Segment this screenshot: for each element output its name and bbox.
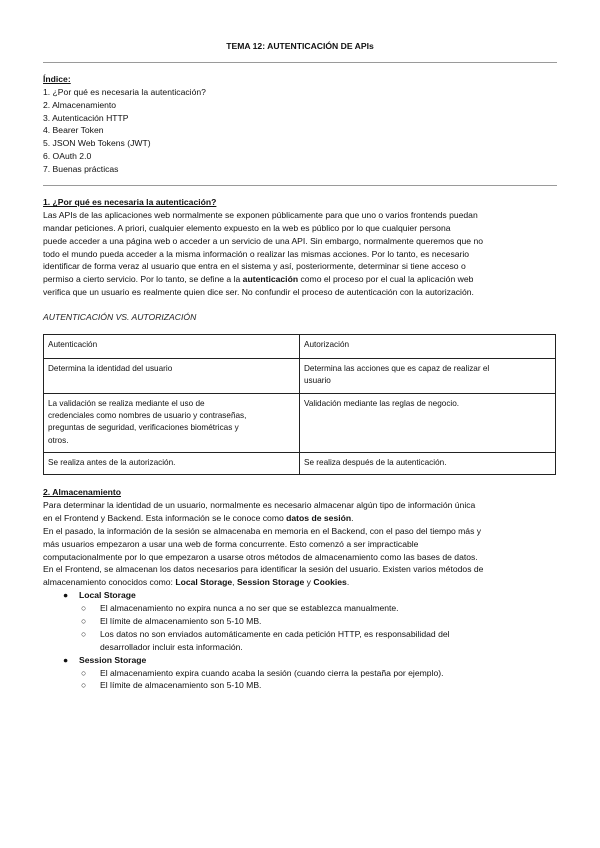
text-run: permiso a cierto servicio. Por lo tanto, se define a la (43, 274, 243, 285)
cell-line: preguntas de seguridad, verificaciones biométricas y (48, 423, 239, 433)
table-header-cell: Autorización (300, 335, 556, 359)
list-item-label: Session Storage (79, 654, 147, 665)
paragraph-line: todo el mundo pueda acceder a la misma información o realizar las mismas acciones. Por lo tanto, es necesario (43, 248, 470, 259)
circle-bullet-icon: ○ (81, 616, 87, 627)
paragraph-line: En el Frontend, se almacenan los datos necesarios para identificar la sesión del usuario. Existen varios métodos de (43, 564, 484, 575)
bullet-icon: ● (63, 590, 69, 601)
index-item: 3. Autenticación HTTP (43, 112, 129, 123)
list-item (63, 654, 557, 667)
list-item (81, 602, 557, 615)
index-divider (43, 185, 557, 186)
list-item (81, 667, 557, 680)
circle-bullet-icon: ○ (81, 680, 87, 691)
table-cell (44, 393, 300, 452)
cell-line: Se realiza después de la autenticación. (304, 457, 447, 467)
bold-term-datos-de-sesion: datos de sesión (286, 512, 352, 523)
table-row (44, 452, 556, 474)
cell-line: Validación mediante las reglas de negocio. (304, 398, 460, 408)
paragraph-line: mandar peticiones. A priori, cualquier elemento expuesto en la web es público por lo que cualquier persona (43, 222, 451, 233)
cell-line: credenciales como nombres de usuario y contraseñas, (48, 410, 247, 420)
text-run: . (351, 512, 354, 523)
table-cell (300, 359, 556, 394)
cell-line: Determina la identidad del usuario (48, 364, 173, 374)
comparison-table (43, 334, 556, 475)
list-item-line: Los datos no son enviados automáticamente en cada petición HTTP, es responsabilidad del (100, 628, 450, 639)
section-2-heading: 2. Almacenamiento (43, 487, 122, 498)
table-header-cell: Autenticación (44, 335, 300, 359)
section-1-paragraph (43, 209, 557, 299)
circle-bullet-icon: ○ (81, 667, 87, 678)
table-cell (300, 452, 556, 474)
paragraph-line: más usuarios empezaron a usar una web de forma concurrente. Esto comenzó a ser impracticable (43, 538, 419, 549)
list-item-line: El límite de almacenamiento son 5-10 MB. (100, 616, 262, 627)
paragraph-line: verifica que un usuario es realmente quien dice ser. No confundir el proceso de autenticación con la autorización. (43, 287, 474, 298)
index-heading: Índice: (43, 73, 71, 84)
paragraph-line: Las APIs de las aplicaciones web normalmente se exponen públicamente para que uno o varios frontends puedan (43, 209, 478, 220)
table-cell (44, 359, 300, 394)
paragraph-line: identificar de forma veraz al usuario que entra en el sistema y así, posteriormente, determinar si tiene acceso o (43, 261, 466, 272)
list-item-label: Local Storage (79, 590, 136, 601)
paragraph-line (43, 273, 557, 286)
text-run: y (304, 577, 314, 588)
table-cell (300, 393, 556, 452)
session-storage-details (43, 667, 557, 693)
document-content (43, 40, 557, 692)
paragraph-line (43, 512, 557, 525)
title-divider (43, 62, 557, 63)
bullet-icon: ● (63, 654, 69, 665)
cell-line: otros. (48, 435, 69, 445)
storage-list (43, 654, 557, 667)
table-row (44, 359, 556, 394)
index-item: 4. Bearer Token (43, 125, 104, 136)
index-item: 6. OAuth 2.0 (43, 151, 92, 162)
paragraph-line (43, 576, 557, 589)
list-item (81, 679, 557, 692)
section-2-paragraph (43, 499, 557, 589)
bold-term-local-storage: Local Storage (175, 577, 233, 588)
index-item: 5. JSON Web Tokens (JWT) (43, 138, 151, 149)
paragraph-line: En el pasado, la información de la sesión se almacenaba en memoria en el Backend, con el paso del tiempo más y (43, 525, 482, 536)
list-item (63, 589, 557, 602)
list-item-line: desarrollador incluir esta información. (100, 641, 243, 652)
table-cell (44, 452, 300, 474)
list-item (81, 615, 557, 628)
bold-term-autenticacion: autenticación (242, 274, 299, 285)
cell-line: La validación se realiza mediante el uso de (48, 398, 205, 408)
list-item-line: El límite de almacenamiento son 5-10 MB. (100, 680, 262, 691)
circle-bullet-icon: ○ (81, 603, 87, 614)
bold-term-cookies: Cookies (313, 577, 347, 588)
text-run: , (232, 577, 237, 588)
paragraph-line: Para determinar la identidad de un usuario, normalmente es necesario almacenar algún tipo de información única (43, 500, 476, 510)
bold-term-session-storage: Session Storage (236, 577, 305, 588)
section-1-heading: 1. ¿Por qué es necesaria la autenticación? (43, 197, 217, 208)
list-item (81, 628, 557, 654)
document-title: TEMA 12: AUTENTICACIÓN DE APIs (226, 41, 374, 51)
text-run: en el Frontend y Backend. Esta información se le conoce como (43, 512, 287, 523)
table-row (44, 393, 556, 452)
text-run: almacenamiento conocidos como: (43, 577, 176, 588)
index-item: 2. Almacenamiento (43, 99, 117, 110)
list-item-line: El almacenamiento expira cuando acaba la sesión (cuando cierra la pestaña por ejemplo). (100, 667, 444, 678)
index-item: 7. Buenas prácticas (43, 164, 119, 175)
storage-list (43, 589, 557, 602)
index-list (43, 86, 557, 176)
cell-line: Se realiza antes de la autorización. (48, 457, 176, 467)
list-item-line: El almacenamiento no expira nunca a no ser que se establezca manualmente. (100, 603, 399, 614)
circle-bullet-icon: ○ (81, 628, 87, 639)
text-run: . (346, 577, 350, 588)
comparison-subheading: AUTENTICACIÓN VS. AUTORIZACIÓN (43, 312, 197, 323)
table-header-row (44, 335, 556, 359)
text-run: como el proceso por el cual la aplicación web (298, 274, 474, 285)
local-storage-details (43, 602, 557, 654)
cell-line: Determina las acciones que es capaz de realizar el (304, 364, 490, 374)
paragraph-line: computacionalmente por lo que empezaron a usarse otros métodos de almacenamiento como las bases de datos. (43, 551, 478, 562)
index-item: 1. ¿Por qué es necesaria la autenticación? (43, 86, 206, 97)
paragraph-line: puede acceder a una página web o acceder a un servicio de una API. Sin embargo, normalmente queremos que no (43, 235, 483, 246)
cell-line: usuario (304, 376, 331, 386)
